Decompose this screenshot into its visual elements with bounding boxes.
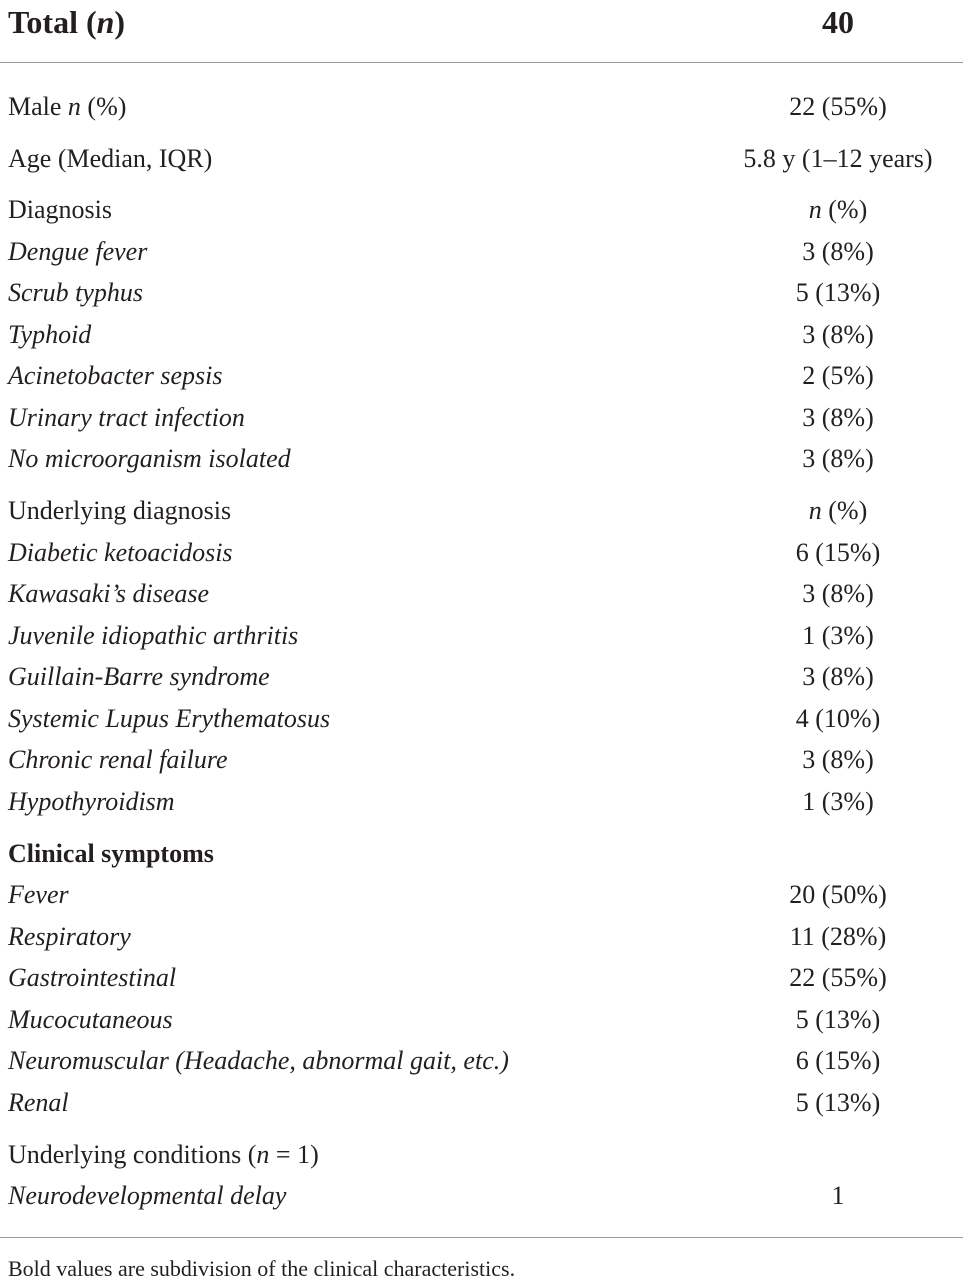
row-value: 3 (8%) xyxy=(802,320,874,349)
table-row xyxy=(0,275,963,311)
table-row xyxy=(0,1002,963,1038)
row-label: Neurodevelopmental delay xyxy=(8,1181,287,1210)
row-value: 22 (55%) xyxy=(789,92,887,121)
table-row xyxy=(0,535,963,571)
header-divider xyxy=(0,62,963,63)
row-label: Urinary tract infection xyxy=(8,403,245,432)
table-row xyxy=(0,919,963,955)
row-label: Chronic renal failure xyxy=(8,745,228,774)
row-value: 5 (13%) xyxy=(795,1005,881,1034)
section-row-diagnosis xyxy=(0,192,963,228)
row-value: 6 (15%) xyxy=(795,1046,881,1075)
table-footnote: Bold values are subdivision of the clinical characteristics. xyxy=(8,1256,516,1281)
table-row xyxy=(0,618,963,654)
row-value: 1 (3%) xyxy=(802,787,874,816)
row-value: 1 xyxy=(831,1181,845,1210)
row-label: Typhoid xyxy=(8,320,92,349)
header-label: Total (n) xyxy=(8,4,126,40)
table-row xyxy=(0,784,963,820)
row-value: 3 (8%) xyxy=(802,403,874,432)
row-label: Scrub typhus xyxy=(8,278,144,307)
row-value: 5 (13%) xyxy=(795,278,881,307)
row-value: 3 (8%) xyxy=(802,579,874,608)
row-label: Neuromuscular (Headache, abnormal gait, etc.) xyxy=(8,1046,509,1075)
row-label: Respiratory xyxy=(8,922,131,951)
row-label: Underlying diagnosis xyxy=(8,496,232,525)
row-label: Renal xyxy=(8,1088,69,1117)
section-row-underlying-conditions xyxy=(0,1137,963,1173)
table-row xyxy=(0,234,963,270)
row-label: Systemic Lupus Erythematosus xyxy=(8,704,331,733)
row-label: Guillain-Barre syndrome xyxy=(8,662,270,691)
row-value: 3 (8%) xyxy=(802,745,874,774)
table-row xyxy=(0,441,963,477)
table-header-row xyxy=(0,0,963,44)
table-row xyxy=(0,659,963,695)
table-row xyxy=(0,1085,963,1121)
row-label: Mucocutaneous xyxy=(8,1005,173,1034)
row-value: 3 (8%) xyxy=(802,237,874,266)
row-label: Clinical symptoms xyxy=(8,839,214,868)
row-label: Hypothyroidism xyxy=(8,787,175,816)
table-row xyxy=(0,960,963,996)
table-row xyxy=(0,576,963,612)
row-value: 1 (3%) xyxy=(802,621,874,650)
table-row xyxy=(0,877,963,913)
table-row xyxy=(0,400,963,436)
section-row-underlying-diagnosis xyxy=(0,493,963,529)
table-row xyxy=(0,1043,963,1079)
row-value: 3 (8%) xyxy=(802,662,874,691)
row-value: n (%) xyxy=(808,496,868,525)
table-row xyxy=(0,317,963,353)
row-value: 3 (8%) xyxy=(802,444,874,473)
table-row xyxy=(0,358,963,394)
row-value: 6 (15%) xyxy=(795,538,881,567)
row-label: Diabetic ketoacidosis xyxy=(8,538,233,567)
row-label: Dengue fever xyxy=(8,237,148,266)
row-value: 22 (55%) xyxy=(789,963,887,992)
row-value: 20 (50%) xyxy=(789,880,887,909)
table-row xyxy=(0,141,963,177)
row-value: 11 (28%) xyxy=(789,922,887,951)
table-row xyxy=(0,1178,963,1214)
row-value: 4 (10%) xyxy=(795,704,881,733)
row-label: Male n (%) xyxy=(8,92,127,121)
row-value: 5.8 y (1–12 years) xyxy=(743,144,933,173)
row-label: Gastrointestinal xyxy=(8,963,177,992)
row-label: Fever xyxy=(8,880,69,909)
table-row xyxy=(0,89,963,125)
table-row xyxy=(0,742,963,778)
header-total-value: 40 xyxy=(822,4,854,40)
row-label: Age (Median, IQR) xyxy=(8,144,213,173)
footer-divider xyxy=(0,1237,963,1238)
row-label: Kawasaki’s disease xyxy=(8,579,210,608)
table-row xyxy=(0,701,963,737)
row-label: Acinetobacter sepsis xyxy=(8,361,223,390)
row-label: Diagnosis xyxy=(8,195,112,224)
row-label: Juvenile idiopathic arthritis xyxy=(8,621,299,650)
row-value: n (%) xyxy=(808,195,868,224)
row-label: Underlying conditions (n = 1) xyxy=(8,1140,319,1169)
row-label: No microorganism isolated xyxy=(8,444,291,473)
row-value: 5 (13%) xyxy=(795,1088,881,1117)
section-row-clinical-symptoms xyxy=(0,836,963,872)
row-value: 2 (5%) xyxy=(802,361,874,390)
